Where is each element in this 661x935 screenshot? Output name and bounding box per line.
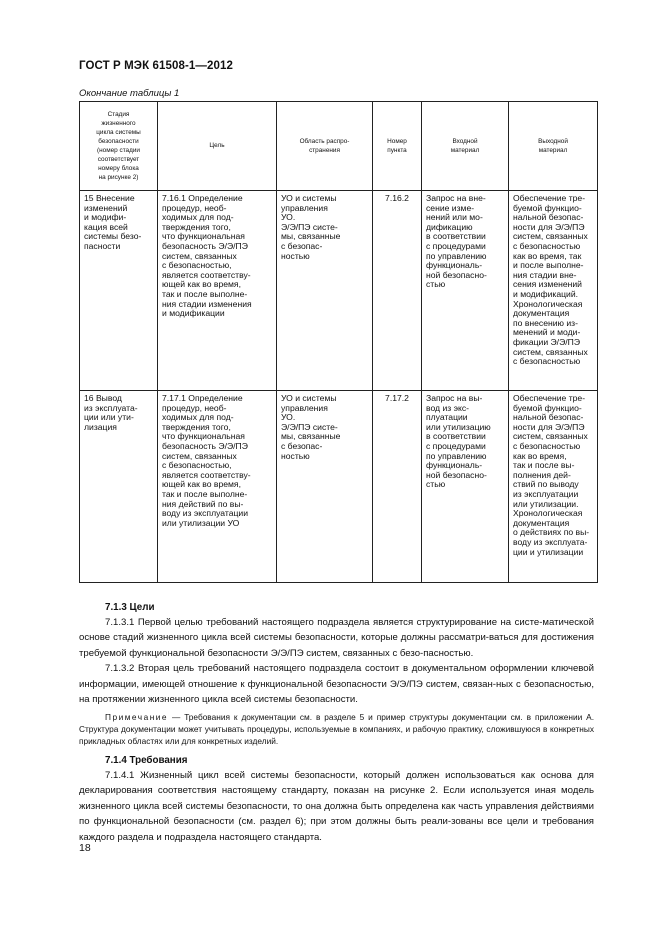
table-header-row <box>80 102 598 191</box>
note-text: — Требования к документации см. в разделе 5 и пример структуры документации см. в приложении А. Структура документации может учитывать процедуры, используемые в компаниях, и рабочую практику, сложившуюся в конкретных прикладных областях или для конкретных изделий. <box>79 712 594 747</box>
col-header-output: Выходной материал <box>509 102 598 191</box>
note-block <box>79 711 594 748</box>
table-cell: 7.17.2 <box>373 391 422 583</box>
col-header-scope: Область распро- странения <box>277 102 373 191</box>
document-header: ГОСТ Р МЭК 61508-1—2012 <box>79 60 233 72</box>
table-caption: Окончание таблицы 1 <box>79 88 180 99</box>
section-heading: 7.1.3 Цели <box>105 602 155 613</box>
table-cell: 7.16.2 <box>373 191 422 391</box>
lifecycle-table <box>79 101 598 583</box>
table-cell: УО и системы управления УО. Э/Э/ПЭ систе- мы, связанные с безопас- ностью <box>277 391 373 583</box>
table-row <box>80 191 598 391</box>
section-7-1-3 <box>79 600 594 707</box>
col-header-stage: Стадия жизненного цикла системы безопасности (номер стадии соответствует номеру блока на рисунке 2) <box>80 102 158 191</box>
table-cell: 15 Внесение изменений и модифи- кация всей системы безо- пасности <box>80 191 158 391</box>
section-heading: 7.1.4 Требования <box>105 755 188 766</box>
table-cell: УО и системы управления УО. Э/Э/ПЭ систе- мы, связанные с безопас- ностью <box>277 191 373 391</box>
page-number: 18 <box>79 842 91 854</box>
col-header-goal: Цель <box>158 102 277 191</box>
note-paragraph <box>79 711 594 748</box>
table-cell: 16 Вывод из эксплуата- ции или ути- лизация <box>80 391 158 583</box>
paragraph: 7.1.3.1 Первой целью требований настоящего подраздела является структурирование на систе-матической основе стадий жизненного цикла всей системы безопасности, которые должны рассматри-ваться для достижения требуемой функциональной безопасности Э/Э/ПЭ систем, связанных с безо-пасностью. <box>79 617 594 659</box>
table-row <box>80 391 598 583</box>
table-cell: 7.16.1 Определение процедур, необ- ходимых для под- тверждения того, что функциональная безопасность Э/Э/ПЭ систем, связанных с безопасностью, является соответству- ющей как во время, так и после выполне- ния стадии изменения и модификации <box>158 191 277 391</box>
note-label: Примечание <box>105 712 169 722</box>
table-cell: Запрос на вне- сение изме- нений или мо- дификацию в соответствии с процедурами по управлению функциональ- ной безопасно- стью <box>422 191 509 391</box>
paragraph: 7.1.4.1 Жизненный цикл всей системы безопасности, который должен использоваться как основа для декларирования соответствия настоящему стандарту, показан на рисунке 2. Если используется иная модель жизненного цикла всей системы безопасности, то она должна быть определена как часть управления действиями по функциональной безопасности (см. раздел 6); при этом должны быть реали-зованы все цели и требования каждого раздела и подраздела настоящего стандарта. <box>79 770 594 843</box>
col-header-clause: Номер пункта <box>373 102 422 191</box>
table-cell: 7.17.1 Определение процедур, необ- ходимых для под- тверждения того, что функциональная безопасность Э/Э/ПЭ систем, связанных с безопасностью, является соответству- ющей как во время, так и после выполне- ния действий по вы- воду из эксплуатации или утилизации УО <box>158 391 277 583</box>
table-cell: Обеспечение тре- буемой функцио- нальной безопас- ности для Э/Э/ПЭ систем, связанных с безопасностью как во время, так и после выполне- ния стадии вне- сения изменений и модификаций. Хронологическая документация по внесению из- менений и моди- фикации Э/Э/ПЭ систем, связанных с безопасностью <box>509 191 598 391</box>
table-cell: Обеспечение тре- буемой функцио- нальной безопас- ности для Э/Э/ПЭ систем, связанных с безопасностью как во время, так и после вы- полнения дей- ствий по выводу из эксплуатации или утилизации. Хронологическая документация о действиях по вы- воду из эксплуата- ции и утилизации <box>509 391 598 583</box>
table-cell: Запрос на вы- вод из экс- плуатации или утилизацию в соответствии с процедурами по управлению функциональ- ной безопасно- стью <box>422 391 509 583</box>
col-header-input: Входной материал <box>422 102 509 191</box>
paragraph: 7.1.3.2 Вторая цель требований настоящего подраздела состоит в документальном оформлении ключевой информации, имеющей отношение к функциональной безопасности Э/Э/ПЭ систем, связан-ных с безопасностью, на протяжении жизненного цикла всей системы безопасности. <box>79 663 594 706</box>
section-7-1-4 <box>79 753 594 845</box>
